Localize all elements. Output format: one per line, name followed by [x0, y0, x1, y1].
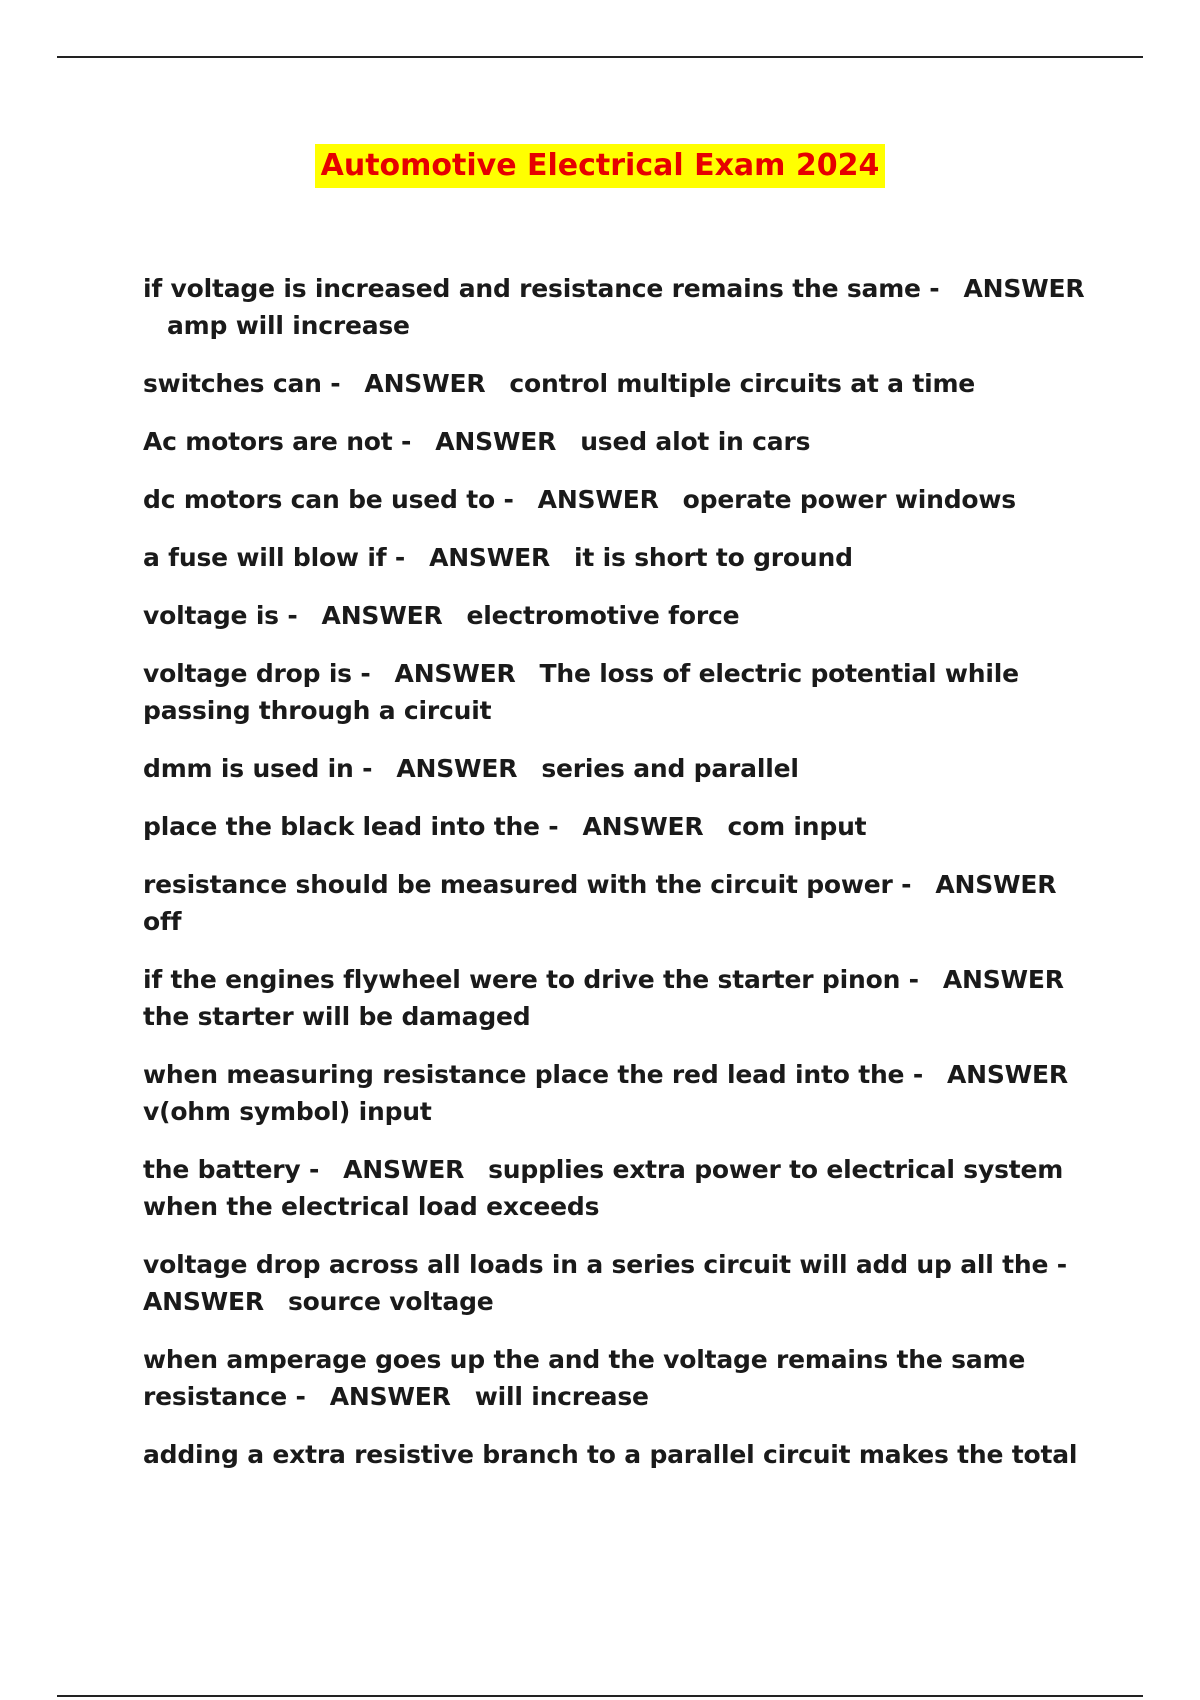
question-text: resistance should be measured with the circuit power - [143, 870, 912, 899]
qa-item [143, 597, 1093, 634]
answer-label: ANSWER [582, 812, 704, 841]
question-text: switches can - [143, 369, 341, 398]
qa-item [143, 655, 1093, 729]
qa-item [143, 481, 1093, 518]
answer-label: ANSWER [942, 965, 1064, 994]
answer-label: ANSWER [394, 659, 516, 688]
question-text: if the engines flywheel were to drive the starter pinon - [143, 965, 919, 994]
qa-item [143, 750, 1093, 787]
answer-text: source voltage [287, 1287, 494, 1316]
answer-label: ANSWER [396, 754, 518, 783]
question-text: adding a extra resistive branch to a parallel circuit makes the total [143, 1440, 1078, 1469]
question-list [143, 270, 1093, 1494]
qa-item [143, 1436, 1093, 1473]
answer-text: supplies extra power to electrical system when the electrical load exceeds [143, 1155, 1064, 1221]
qa-item [143, 1056, 1093, 1130]
question-text: place the black lead into the - [143, 812, 559, 841]
question-text: voltage is - [143, 601, 298, 630]
question-text: when measuring resistance place the red lead into the - [143, 1060, 923, 1089]
answer-text: v(ohm symbol) input [143, 1097, 432, 1126]
qa-item [143, 866, 1093, 940]
answer-text: com input [727, 812, 867, 841]
qa-item [143, 1341, 1093, 1415]
question-text: the battery - [143, 1155, 320, 1184]
question-text: Ac motors are not - [143, 427, 412, 456]
answer-text: it is short to ground [574, 543, 853, 572]
qa-item [143, 808, 1093, 845]
answer-text: electromotive force [466, 601, 740, 630]
answer-text: series and parallel [541, 754, 799, 783]
question-text: voltage drop across all loads in a series circuit will add up all the - [143, 1250, 1067, 1279]
answer-text: operate power windows [682, 485, 1016, 514]
answer-label: ANSWER [321, 601, 443, 630]
answer-label: ANSWER [329, 1382, 451, 1411]
bottom-rule [57, 1695, 1143, 1697]
top-rule [57, 56, 1143, 58]
answer-text: The loss of electric potential while passing through a circuit [143, 659, 1019, 725]
answer-text: used alot in cars [580, 427, 811, 456]
qa-item [143, 1246, 1093, 1320]
answer-label: ANSWER [343, 1155, 465, 1184]
answer-label: ANSWER [537, 485, 659, 514]
qa-item [143, 961, 1093, 1035]
question-text: dmm is used in - [143, 754, 373, 783]
question-text: voltage drop is - [143, 659, 371, 688]
title-container [0, 144, 1200, 188]
answer-label: ANSWER [935, 870, 1057, 899]
qa-item [143, 539, 1093, 576]
question-text: dc motors can be used to - [143, 485, 514, 514]
answer-text: the starter will be damaged [143, 1002, 531, 1031]
qa-item [143, 1151, 1093, 1225]
question-text: a fuse will blow if - [143, 543, 406, 572]
answer-text: off [143, 907, 182, 936]
answer-label: ANSWER [429, 543, 551, 572]
answer-label: ANSWER [963, 274, 1085, 303]
answer-text: amp will increase [167, 311, 410, 340]
answer-label: ANSWER [947, 1060, 1068, 1089]
qa-item [143, 423, 1093, 460]
qa-item [143, 365, 1093, 402]
answer-label: ANSWER [364, 369, 486, 398]
question-text: when amperage goes up the and the voltage remains the same resistance - [143, 1345, 1026, 1411]
answer-text: will increase [474, 1382, 649, 1411]
answer-text: control multiple circuits at a time [509, 369, 976, 398]
question-text: if voltage is increased and resistance remains the same - [143, 274, 940, 303]
qa-item [143, 270, 1093, 344]
document-title: Automotive Electrical Exam 2024 [315, 144, 886, 188]
answer-label: ANSWER [143, 1287, 264, 1316]
answer-label: ANSWER [435, 427, 557, 456]
